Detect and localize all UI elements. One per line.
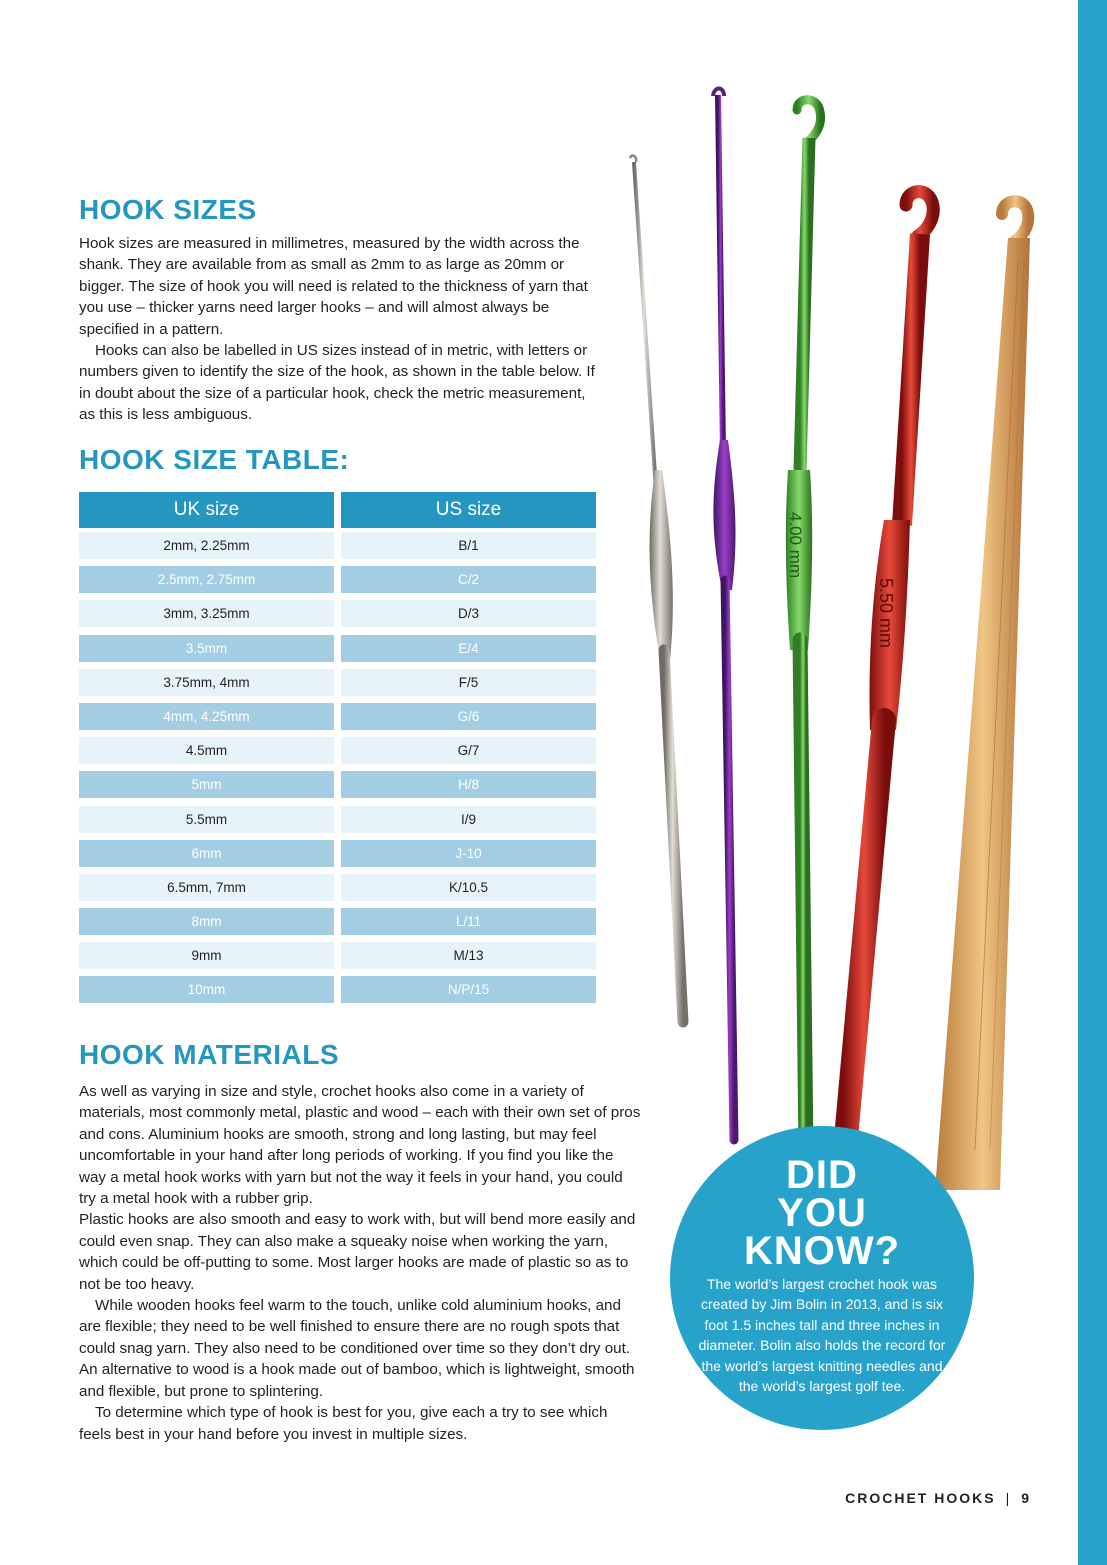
uk-size-cell: 4mm, 4.25mm — [79, 703, 334, 730]
hook-size-table — [79, 492, 596, 1011]
hook-materials-paragraph-3: While wooden hooks feel warm to the touch, unlike cold aluminium hooks, and are flexible; they need to be well finished to ensure there are no rough spots that could snag yarn. They also need to be conditioned over time so they don’t dry out. An alternative to wood is a hook made out of bamboo, which is lightweight, smooth and flexible, but prone to splintering. — [79, 1297, 635, 1400]
hook-size-table-heading: HOOK SIZE TABLE: — [79, 444, 350, 475]
uk-size-cell: 5mm — [79, 771, 334, 798]
table-header-row — [79, 492, 596, 528]
uk-size-cell: 8mm — [79, 908, 334, 935]
uk-size-cell: 5.5mm — [79, 806, 334, 833]
hook-materials-paragraph-2: Plastic hooks are also smooth and easy to work with, but will bend more easily and could even snap. They can also make a squeaky noise when working the yarn, which could be off-putting to some. Most larger hooks are made of plastic so as to not be too heavy. — [79, 1211, 636, 1293]
us-size-cell: G/6 — [341, 703, 596, 730]
us-size-cell: B/1 — [341, 532, 596, 559]
footer-section-title: CROCHET HOOKS — [845, 1490, 996, 1506]
hook-sizes-paragraph-1: Hook sizes are measured in millimetres, measured by the width across the shank. They are available from as small as 2mm to as large as 20mm or bigger. The size of hook you will need is related to the thickness of yarn that you use – thicker yarns need larger hooks – and will almost always be specified in a pattern. — [79, 235, 588, 338]
steel-hook — [630, 155, 683, 1022]
hook-materials-paragraph-4: To determine which type of hook is best for you, give each a try to see which feels best in your hand before you invest in multiple sizes. — [79, 1404, 608, 1443]
table-body — [79, 532, 596, 1003]
us-size-cell: N/P/15 — [341, 976, 596, 1003]
hook-materials-heading: HOOK MATERIALS — [79, 1039, 340, 1070]
red-hook-size-label: 5.50 mm — [876, 578, 896, 649]
table-row — [79, 635, 596, 662]
uk-size-cell: 3.75mm, 4mm — [79, 669, 334, 696]
table-row — [79, 737, 596, 764]
uk-size-cell: 2mm, 2.25mm — [79, 532, 334, 559]
us-size-header: US size — [341, 492, 596, 528]
hook-materials-body — [79, 1081, 641, 1445]
uk-size-header: UK size — [79, 492, 334, 528]
us-size-cell: F/5 — [341, 669, 596, 696]
uk-size-cell: 6.5mm, 7mm — [79, 874, 334, 901]
uk-size-cell: 3.5mm — [79, 635, 334, 662]
hook-materials-paragraph-1: As well as varying in size and style, crochet hooks also come in a variety of materials, most commonly metal, plastic and wood – each with their own set of pros and cons. Aluminium hooks are smooth, strong and long lasting, but may feel uncomfortable in your hand after long periods of working. If you find you like the way a metal hook works with yarn but not the way it feels in your hand, you could try a metal hook with a rubber grip. — [79, 1083, 641, 1208]
us-size-cell: H/8 — [341, 771, 596, 798]
purple-hook — [713, 89, 735, 1141]
us-size-cell: L/11 — [341, 908, 596, 935]
table-row — [79, 771, 596, 798]
us-size-cell: G/7 — [341, 737, 596, 764]
table-row — [79, 942, 596, 969]
us-size-cell: E/4 — [341, 635, 596, 662]
uk-size-cell: 4.5mm — [79, 737, 334, 764]
us-size-cell: K/10.5 — [341, 874, 596, 901]
did-you-know-title-line-3: KNOW? — [743, 1229, 901, 1273]
red-hook — [844, 192, 933, 1160]
footer-separator: | — [1005, 1490, 1012, 1506]
table-row — [79, 976, 596, 1003]
us-size-cell: D/3 — [341, 600, 596, 627]
table-row — [79, 840, 596, 867]
table-row — [79, 566, 596, 593]
crochet-hooks-photo — [615, 80, 1075, 1200]
bamboo-hook — [935, 201, 1030, 1190]
uk-size-cell: 3mm, 3.25mm — [79, 600, 334, 627]
page-footer — [845, 1490, 1031, 1506]
did-you-know-title-line-2: YOU — [777, 1191, 867, 1235]
green-hook — [786, 100, 821, 1150]
uk-size-cell: 6mm — [79, 840, 334, 867]
hook-sizes-body — [79, 233, 604, 426]
hook-sizes-heading: HOOK SIZES — [79, 194, 257, 225]
table-row — [79, 908, 596, 935]
page-number: 9 — [1021, 1490, 1031, 1506]
uk-size-cell: 2.5mm, 2.75mm — [79, 566, 334, 593]
hook-sizes-paragraph-2: Hooks can also be labelled in US sizes instead of in metric, with letters or numbers given to identify the size of the hook, as shown in the table below. If in doubt about the size of a particular hook, check the metric measurement, as this is less ambiguous. — [79, 342, 595, 424]
did-you-know-title — [670, 1153, 974, 1273]
did-you-know-circle — [670, 1126, 974, 1430]
sidebar-stripe — [1078, 0, 1107, 1565]
uk-size-cell: 9mm — [79, 942, 334, 969]
table-row — [79, 600, 596, 627]
table-row — [79, 806, 596, 833]
us-size-cell: M/13 — [341, 942, 596, 969]
did-you-know-title-line-1: DID — [786, 1153, 858, 1197]
uk-size-cell: 10mm — [79, 976, 334, 1003]
us-size-cell: J-10 — [341, 840, 596, 867]
green-hook-size-label: 4.00 mm — [786, 512, 805, 579]
table-row — [79, 532, 596, 559]
us-size-cell: C/2 — [341, 566, 596, 593]
did-you-know-text: The world’s largest crochet hook was created by Jim Bolin in 2013, and is six foot 1.5 inches tall and three inches in diameter. Bolin also holds the record for the world’s largest knitting needles and the world’s largest golf tee. — [698, 1276, 946, 1395]
table-row — [79, 874, 596, 901]
us-size-cell: I/9 — [341, 806, 596, 833]
table-row — [79, 669, 596, 696]
table-row — [79, 703, 596, 730]
